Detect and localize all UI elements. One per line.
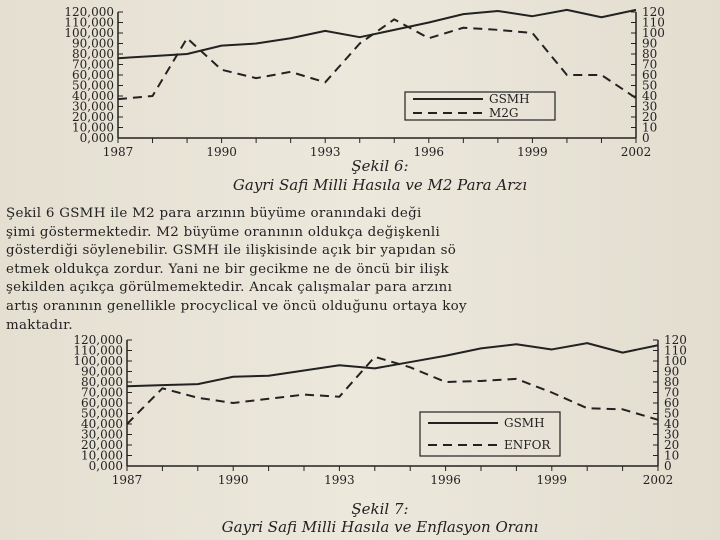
y-tick-label-left: 50,000 bbox=[81, 406, 123, 421]
y-tick-label-right: 10 bbox=[642, 120, 658, 135]
y-tick-label-right: 110 bbox=[642, 15, 665, 30]
chart-gsmh-enfor bbox=[0, 330, 720, 500]
legend-label-gsmh: GSMH bbox=[489, 92, 530, 106]
y-tick-label-right: 40 bbox=[664, 417, 680, 431]
y-tick-label-left: 10,000 bbox=[72, 120, 114, 135]
y-tick-label-right: 70 bbox=[664, 385, 680, 400]
legend-box bbox=[405, 92, 555, 120]
y-tick-label-right: 60 bbox=[664, 396, 680, 410]
y-tick-label-left: 120,000 bbox=[73, 333, 123, 347]
y-tick-label-left: 110,000 bbox=[73, 343, 123, 358]
y-tick-label-left: 0,000 bbox=[79, 131, 114, 145]
x-tick-label: 2002 bbox=[642, 473, 674, 487]
legend-label-m2g: M2G bbox=[489, 106, 519, 120]
y-tick-label-right: 60 bbox=[642, 68, 658, 82]
paragraph-line: şimi göstermektedir. M2 büyüme oranının oldukça değişkenli bbox=[6, 224, 441, 240]
y-tick-label-left: 90,000 bbox=[81, 364, 123, 379]
y-tick-label-right: 80 bbox=[664, 375, 680, 389]
y-tick-label-left: 40,000 bbox=[72, 89, 114, 103]
figure-7-title: Gayri Safi Milli Hasıla ve Enflasyon Oranı bbox=[221, 518, 539, 536]
y-tick-label-left: 20,000 bbox=[81, 438, 123, 452]
y-tick-label-right: 80 bbox=[642, 47, 658, 61]
x-tick-label: 1987 bbox=[102, 145, 134, 156]
y-tick-label-left: 30,000 bbox=[72, 99, 114, 114]
y-tick-label-left: 20,000 bbox=[72, 110, 114, 124]
chart-gsmh-m2 bbox=[0, 0, 720, 156]
y-tick-label-right: 100 bbox=[664, 354, 687, 368]
legend-label-enfor: ENFOR bbox=[504, 438, 551, 452]
y-tick-label-right: 70 bbox=[642, 57, 658, 72]
series-line-gsmh bbox=[118, 10, 636, 58]
paragraph-line: Şekil 6 GSMH ile M2 para arzının büyüme oranındaki deği bbox=[6, 206, 422, 221]
x-tick-label: 1993 bbox=[309, 145, 341, 156]
legend-label-gsmh: GSMH bbox=[504, 416, 545, 430]
paragraph-line: etmek oldukça zordur. Yani ne bir gecikme ne de öncü bir ilişk bbox=[6, 261, 449, 277]
paragraph-line: şekilden açıkça görülmemektedir. Ancak çalışmalar para arzını bbox=[6, 280, 453, 296]
y-tick-label-right: 100 bbox=[642, 26, 665, 40]
y-tick-label-right: 90 bbox=[664, 364, 680, 379]
y-tick-label-left: 40,000 bbox=[81, 417, 123, 431]
y-tick-label-right: 30 bbox=[642, 99, 658, 114]
y-tick-label-left: 60,000 bbox=[72, 68, 114, 82]
y-tick-label-left: 100,000 bbox=[64, 26, 114, 40]
y-tick-label-right: 40 bbox=[642, 89, 658, 103]
series-line-m2g bbox=[118, 19, 636, 99]
y-tick-label-left: 80,000 bbox=[81, 375, 123, 389]
series-line-gsmh bbox=[127, 343, 658, 386]
y-tick-label-right: 120 bbox=[642, 5, 665, 19]
y-tick-label-left: 110,000 bbox=[64, 15, 114, 30]
figure-6-title: Gayri Safi Milli Hasıla ve M2 Para Arzı bbox=[232, 176, 528, 194]
y-tick-label-left: 60,000 bbox=[81, 396, 123, 410]
y-tick-label-right: 20 bbox=[664, 438, 680, 452]
y-tick-label-right: 0 bbox=[664, 459, 672, 473]
y-tick-label-right: 50 bbox=[664, 406, 680, 421]
x-tick-label: 2002 bbox=[620, 145, 652, 156]
y-tick-label-left: 90,000 bbox=[72, 36, 114, 51]
paragraph-line: gösterdiği söylenebilir. GSMH ile ilişkisinde açık bir yapıdan sö bbox=[6, 243, 457, 259]
y-tick-label-right: 50 bbox=[642, 78, 658, 93]
figure-7-label: Şekil 7: bbox=[351, 500, 409, 518]
x-tick-label: 1990 bbox=[217, 473, 249, 487]
y-tick-label-left: 100,000 bbox=[73, 354, 123, 368]
x-tick-label: 1993 bbox=[324, 473, 355, 487]
x-tick-label: 1990 bbox=[206, 145, 237, 156]
series-line-enfor bbox=[127, 357, 658, 424]
y-tick-label-left: 10,000 bbox=[81, 448, 123, 463]
y-tick-label-left: 50,000 bbox=[72, 78, 114, 93]
y-tick-label-right: 20 bbox=[642, 110, 658, 124]
figure-6-label: Şekil 6: bbox=[351, 157, 409, 175]
y-tick-label-left: 0,000 bbox=[88, 459, 123, 473]
y-tick-label-left: 70,000 bbox=[81, 385, 123, 400]
body-paragraph bbox=[6, 205, 718, 335]
y-tick-label-left: 80,000 bbox=[72, 47, 114, 61]
y-tick-label-right: 30 bbox=[664, 427, 680, 442]
x-tick-label: 1996 bbox=[430, 473, 461, 487]
paragraph-line: artış oranının genellikle procyclical ve öncü olduğunu ortaya koy bbox=[6, 298, 467, 314]
x-tick-label: 1999 bbox=[517, 145, 548, 156]
y-tick-label-right: 110 bbox=[664, 343, 687, 358]
y-tick-label-left: 70,000 bbox=[72, 57, 114, 72]
y-tick-label-left: 120,000 bbox=[64, 5, 114, 19]
y-tick-label-left: 30,000 bbox=[81, 427, 123, 442]
y-tick-label-right: 10 bbox=[664, 448, 680, 463]
y-tick-label-right: 120 bbox=[664, 333, 687, 347]
x-tick-label: 1999 bbox=[536, 473, 568, 487]
paragraph-line: maktadır. bbox=[6, 317, 73, 333]
y-tick-label-right: 0 bbox=[642, 131, 650, 145]
y-tick-label-right: 90 bbox=[642, 36, 658, 51]
x-tick-label: 1987 bbox=[111, 473, 143, 487]
x-tick-label: 1996 bbox=[413, 145, 445, 156]
